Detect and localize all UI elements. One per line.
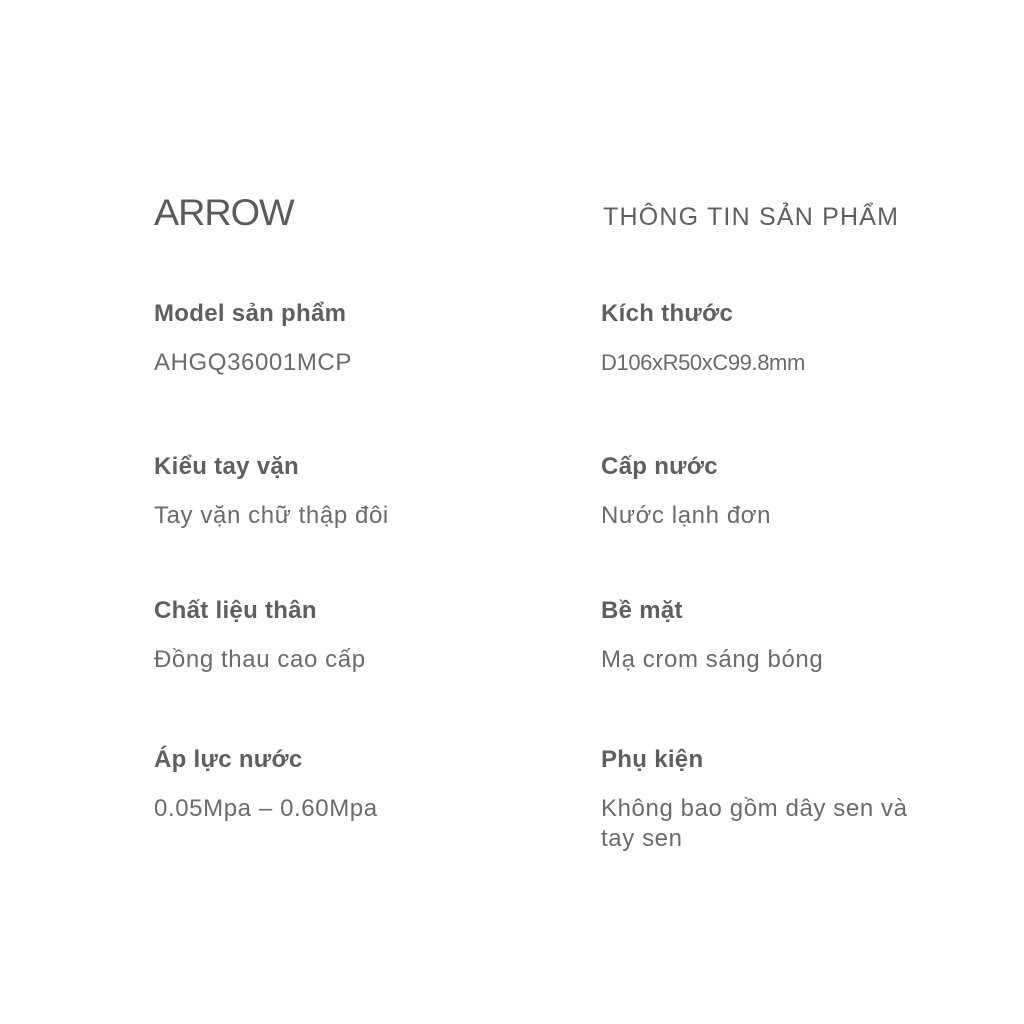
spec-water-pressure-value: 0.05Mpa – 0.60Mpa — [154, 795, 378, 822]
spec-surface-value: Mạ crom sáng bóng — [601, 646, 824, 673]
spec-water-pressure-label: Áp lực nước — [154, 746, 303, 773]
spec-accessories-value: Không bao gồm dây sen và tay sen — [601, 795, 908, 852]
spec-model-value: AHGQ36001MCP — [154, 349, 352, 376]
spec-dimensions-label: Kích thước — [601, 300, 734, 327]
spec-handle-type — [154, 455, 494, 531]
spec-body-material — [154, 599, 494, 675]
spec-water-supply-value: Nước lạnh đơn — [601, 502, 772, 529]
spec-accessories — [601, 748, 941, 854]
spec-dimensions-value: D106xR50xC99.8mm — [601, 350, 805, 375]
spec-water-supply — [601, 455, 941, 531]
spec-surface-label: Bề mặt — [601, 597, 683, 624]
spec-handle-type-value: Tay vặn chữ thập đôi — [154, 502, 389, 529]
brand-logo: ARROW — [154, 192, 294, 233]
spec-model-label: Model sản phẩm — [154, 300, 347, 327]
spec-accessories-label: Phụ kiện — [601, 746, 704, 773]
spec-body-material-value: Đồng thau cao cấp — [154, 646, 366, 673]
spec-surface — [601, 599, 941, 675]
spec-model — [154, 302, 494, 378]
spec-body-material-label: Chất liệu thân — [154, 597, 317, 624]
spec-dimensions — [601, 302, 941, 378]
section-title: THÔNG TIN SẢN PHẨM — [603, 203, 900, 231]
spec-handle-type-label: Kiểu tay vặn — [154, 453, 299, 480]
spec-water-pressure — [154, 748, 494, 824]
spec-water-supply-label: Cấp nước — [601, 453, 718, 480]
